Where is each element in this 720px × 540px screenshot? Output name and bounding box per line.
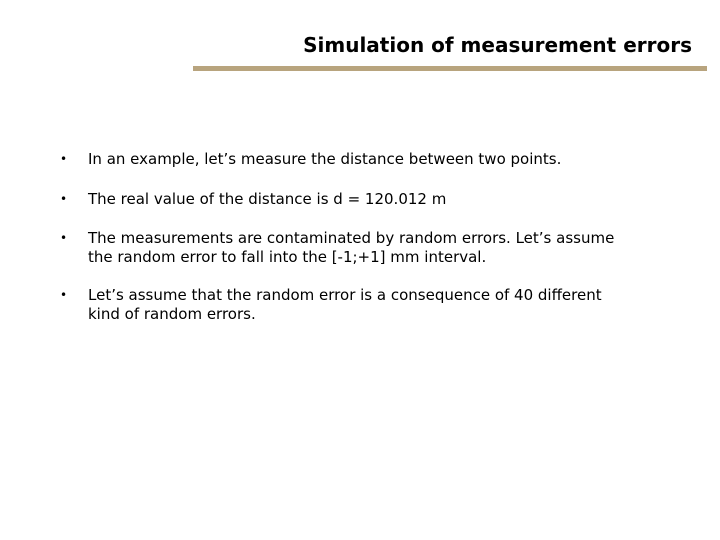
bullet-text: In an example, let’s measure the distance between two points.: [88, 150, 562, 168]
bullet-marker: •: [60, 192, 68, 206]
bullet-marker: •: [60, 288, 68, 302]
title-underline: [193, 66, 707, 71]
bullet-text: Let’s assume that the random error is a consequence of 40 different kind of random errors.: [88, 286, 602, 323]
bullet-text: The real value of the distance is d = 120.012 m: [88, 190, 447, 208]
bullet-text: The measurements are contaminated by random errors. Let’s assume the random error to fall into the [-1;+1] mm interval.: [88, 229, 615, 266]
slide-title: Simulation of measurement errors: [303, 33, 692, 57]
bullet-marker: •: [60, 231, 68, 245]
bullet-marker: •: [60, 152, 68, 166]
